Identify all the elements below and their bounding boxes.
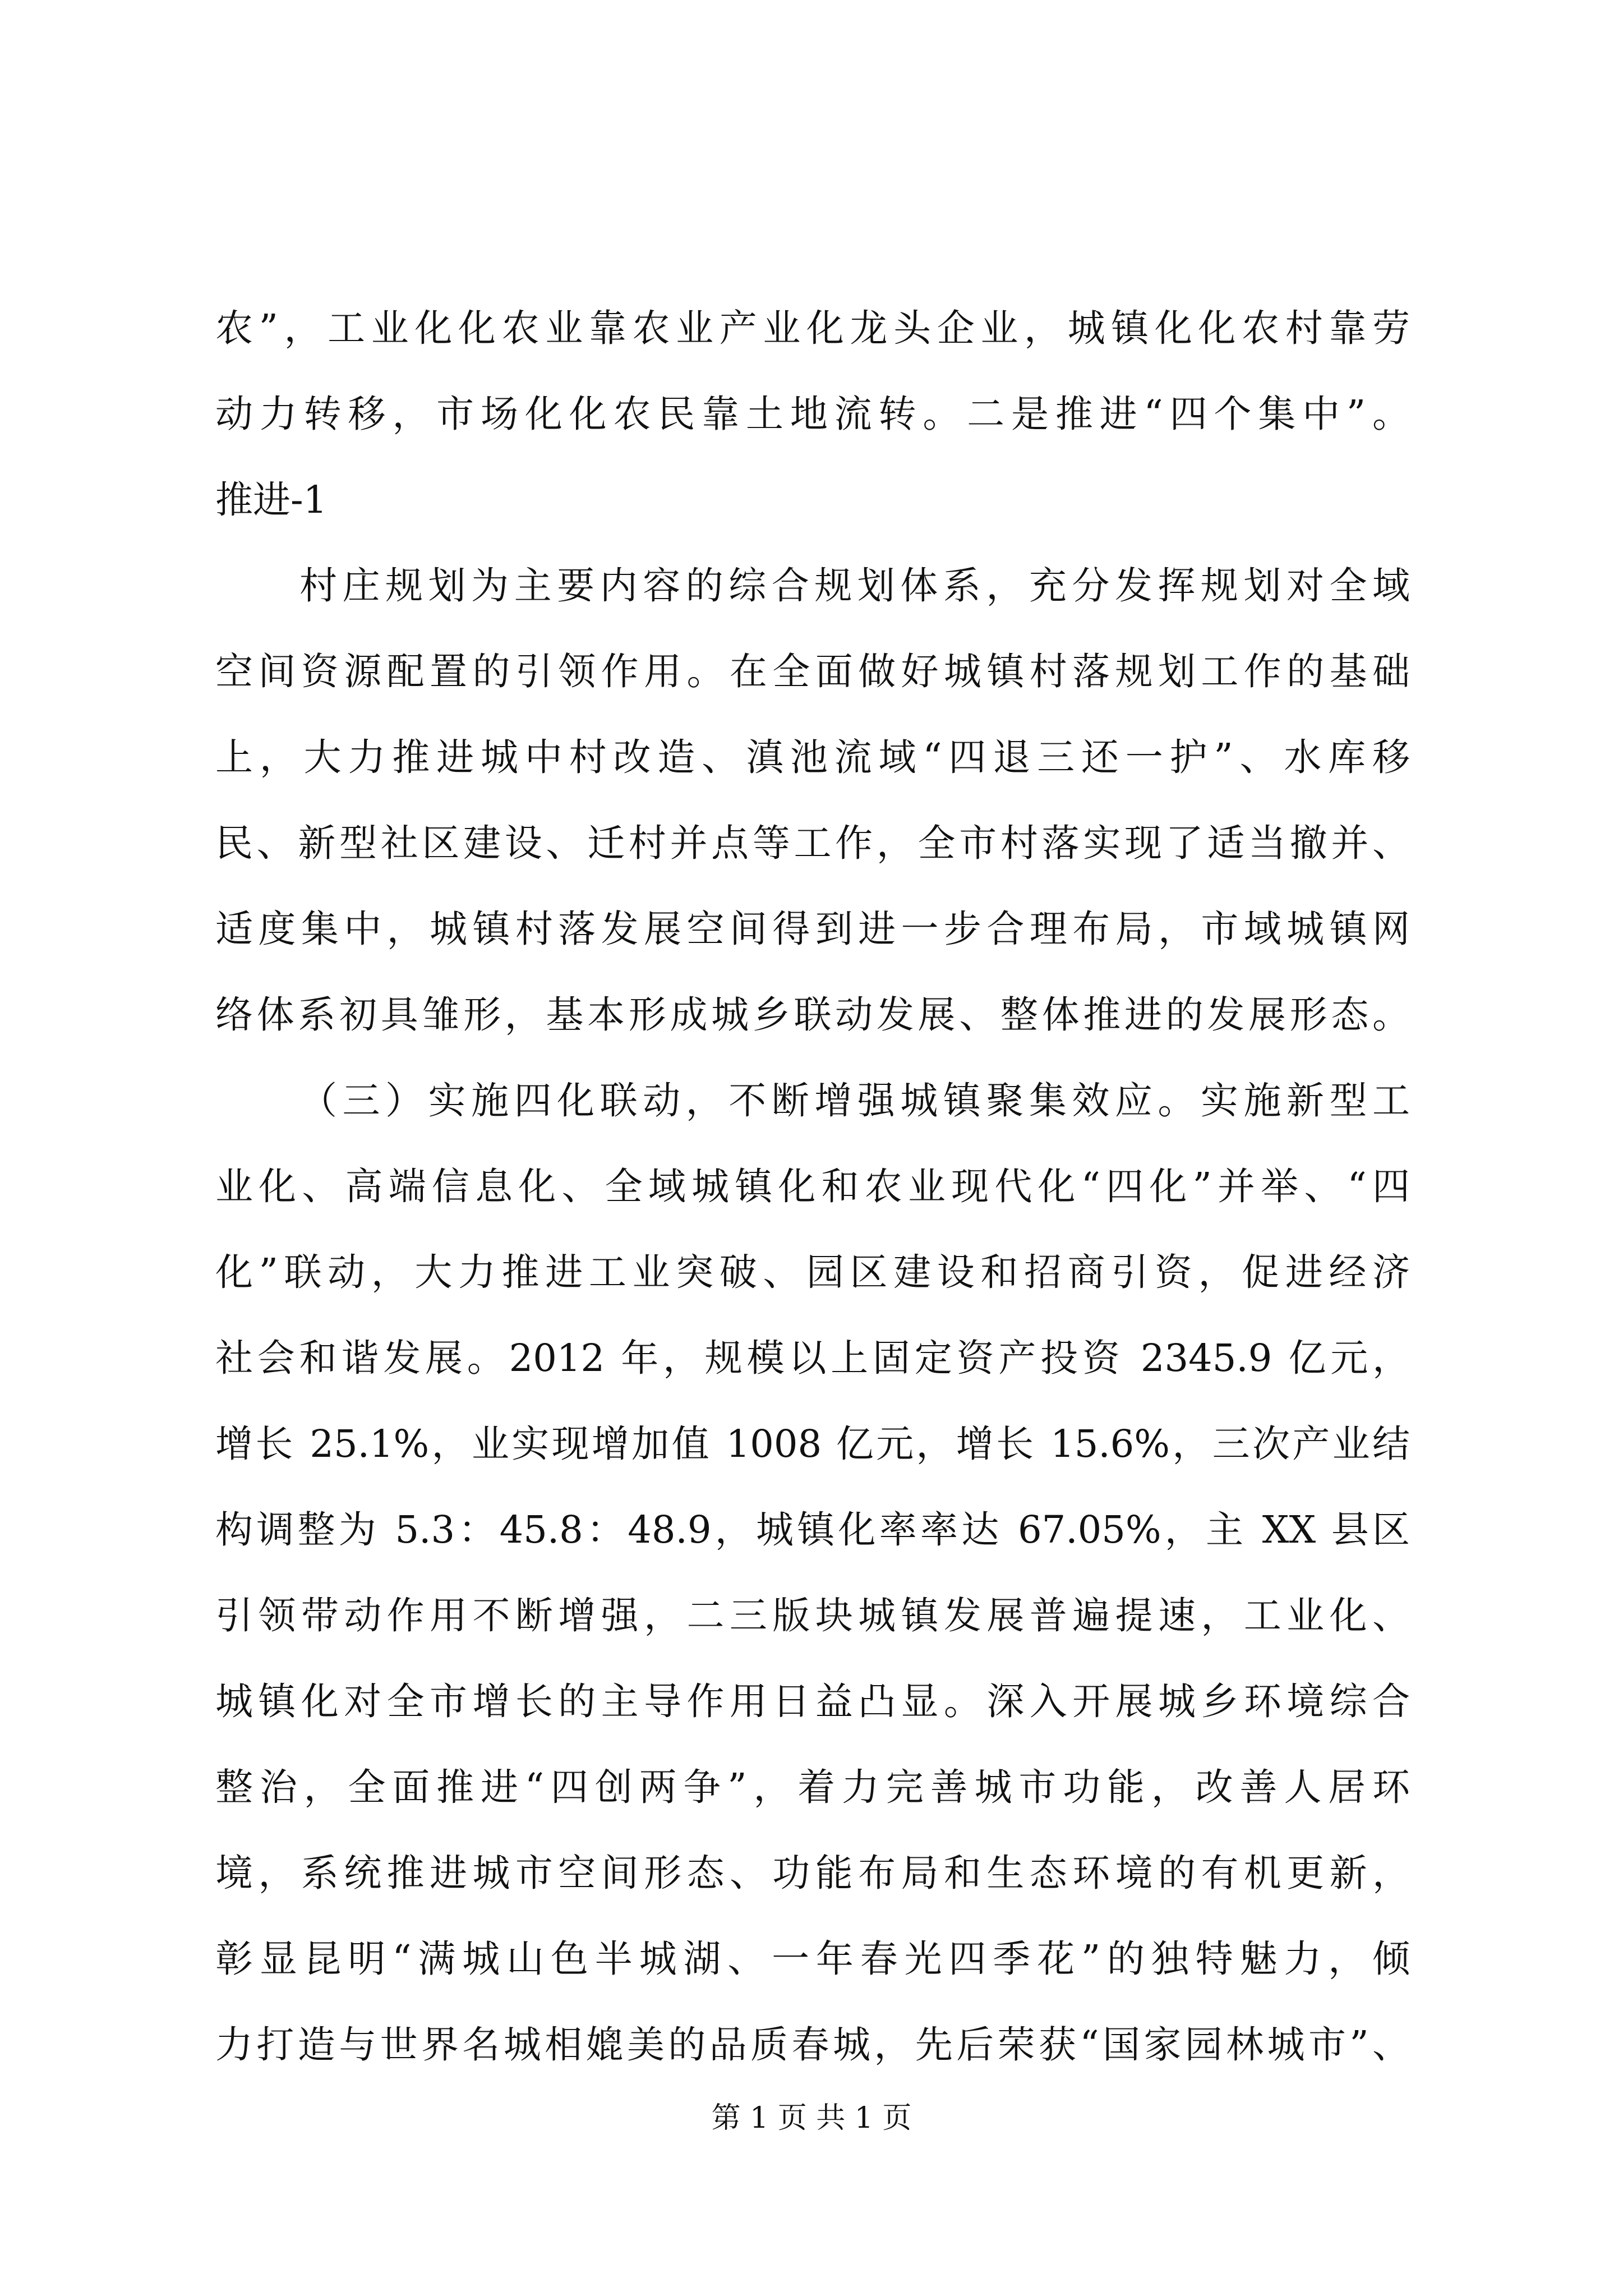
text-line: 动力转移，市场化化农民靠土地流转。二是推进“四个集中”。 (215, 392, 1410, 436)
text-line: 构调整为 5.3：45.8：48.9，城镇化率率达 67.05%，主 XX 县区 (215, 1508, 1410, 1552)
text-line: 整治，全面推进“四创两争”，着力完善城市功能，改善人居环 (215, 1765, 1410, 1809)
text-line: 上，大力推进城中村改造、滇池流域“四退三还一护”、水库移 (215, 735, 1410, 779)
text-line: 适度集中，城镇村落发展空间得到进一步合理布局，市域城镇网 (215, 907, 1410, 951)
text-line: 农”，工业化化农业靠农业产业化龙头企业，城镇化化农村靠劳 (215, 306, 1410, 350)
text-line: 力打造与世界名城相媲美的品质春城，先后荣获“国家园林城市”、 (215, 2023, 1410, 2067)
text-line: 民、新型社区建设、迁村并点等工作，全市村落实现了适当撤并、 (215, 821, 1410, 865)
text-line: 境，系统推进城市空间形态、功能布局和生态环境的有机更新， (215, 1851, 1410, 1895)
text-line: 增长 25.1%，业实现增加值 1008 亿元，增长 15.6%，三次产业结 (215, 1422, 1410, 1466)
text-line: 业化、高端信息化、全域城镇化和农业现代化“四化”并举、“四 (215, 1165, 1410, 1208)
paragraph-first-line: 村庄规划为主要内容的综合规划体系，充分发挥规划对全域 (299, 564, 1410, 608)
text-line: 化”联动，大力推进工业突破、园区建设和招商引资，促进经济 (215, 1250, 1410, 1294)
text-line: 空间资源配置的引领作用。在全面做好城镇村落规划工作的基础 (215, 650, 1410, 693)
text-line: 络体系初具雏形，基本形成城乡联动发展、整体推进的发展形态。 (215, 993, 1410, 1037)
text-line: 社会和谐发展。2012 年，规模以上固定资产投资 2345.9 亿元， (215, 1336, 1410, 1380)
paragraph-first-line: （三）实施四化联动，不断增强城镇聚集效应。实施新型工 (299, 1079, 1410, 1122)
text-line: 引领带动作用不断增强，二三版块城镇发展普遍提速，工业化、 (215, 1594, 1410, 1637)
text-line: 城镇化对全市增长的主导作用日益凸显。深入开展城乡环境综合 (215, 1680, 1410, 1723)
text-line: 推进-1 (215, 478, 328, 522)
page-footer: 第 1 页 共 1 页 (711, 2101, 912, 2135)
text-line: 彰显昆明“满城山色半城湖、一年春光四季花”的独特魅力，倾 (215, 1937, 1410, 1981)
